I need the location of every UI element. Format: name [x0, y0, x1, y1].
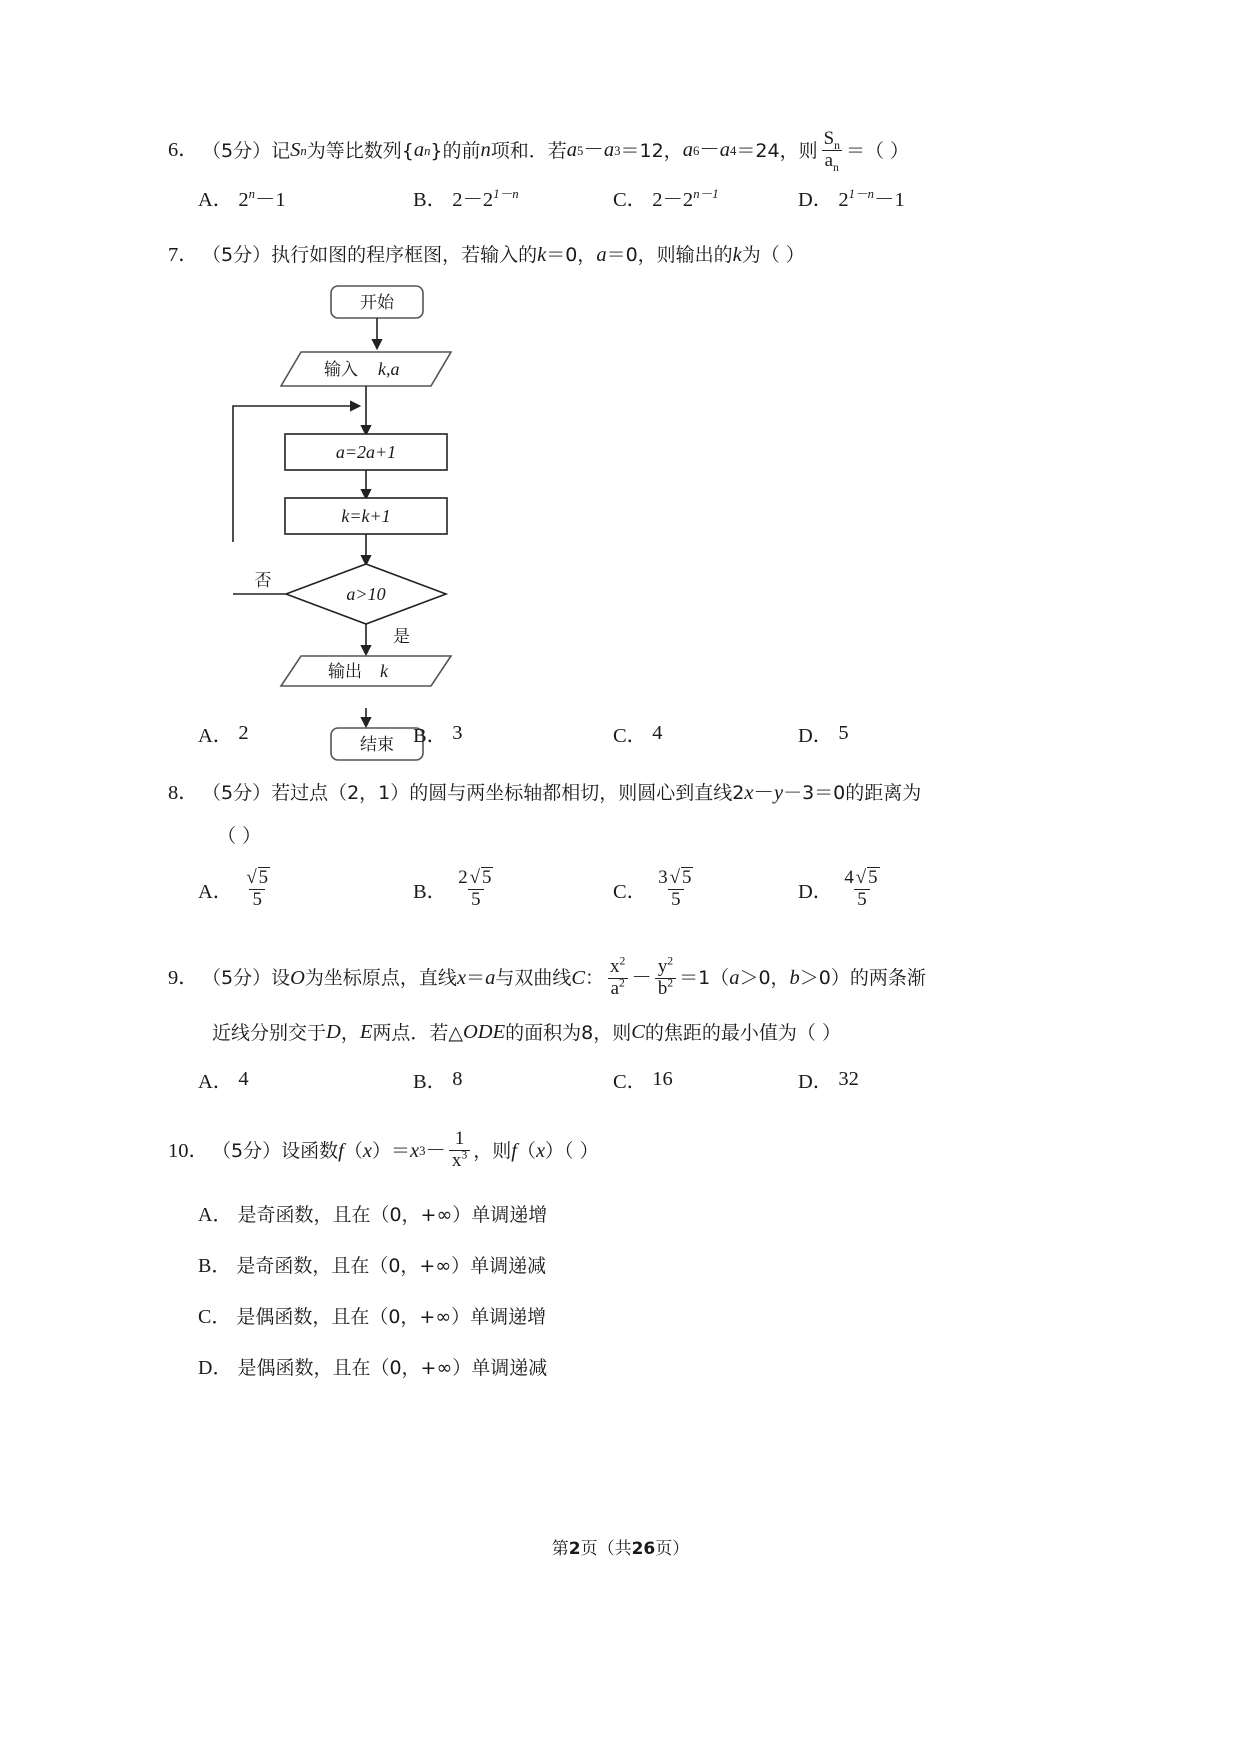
question-10-option-c[interactable]	[198, 1300, 1078, 1329]
q10-symbol-x3: x	[535, 1139, 546, 1162]
option-label: B．	[413, 1071, 448, 1094]
option-label: A．	[198, 1071, 234, 1094]
q9-symbol-E: E	[359, 1021, 373, 1044]
question-10-number: 10．	[168, 1139, 209, 1162]
q6-text-4: 项和．若	[490, 139, 567, 162]
question-10-options	[198, 1198, 1078, 1380]
q7-symbol-a: a	[596, 243, 607, 266]
q9-comma: ，	[340, 1021, 360, 1044]
q6-frac-numerator: $S_n$	[823, 128, 840, 152]
option-label: C．	[613, 881, 648, 904]
question-6-points: （5分）	[202, 139, 272, 162]
q9-text-8: 两点．若△	[372, 1021, 463, 1044]
q6-symbol-n3: n	[480, 139, 491, 162]
q6-symbol-a4: a	[719, 139, 731, 162]
questions-container	[168, 130, 1078, 1402]
sqrt-icon: √ 5	[246, 866, 269, 888]
q10-text-2: ）＝	[371, 1139, 410, 1162]
option-value: 是奇函数，且在（0，+∞）单调递减	[236, 1254, 547, 1277]
question-6-option-b[interactable]	[413, 182, 519, 212]
flowchart-start-label: 开始	[360, 293, 394, 314]
question-9-option-d[interactable]	[798, 1064, 859, 1094]
flowchart-output-label: 输出	[328, 662, 362, 683]
q6-text-1: 记	[271, 139, 291, 162]
page-footer	[0, 1534, 1241, 1559]
q8-symbol-y: y	[773, 782, 784, 805]
q10-symbol-x: x	[362, 1139, 372, 1162]
question-7-stem	[168, 240, 1078, 271]
question-7-option-b[interactable]	[413, 718, 462, 748]
q7-text-2: 为（ ）	[741, 243, 805, 266]
option-value: $2^{1-n}-1$	[838, 186, 905, 211]
option-label: D．	[798, 1071, 834, 1094]
option-label: B．	[413, 725, 448, 748]
flowchart-branch-yes-label: 是	[393, 627, 410, 648]
q9-fraction-y2-b2: $\frac{y^2}{b^2}$	[655, 957, 676, 999]
option-value: 5	[838, 721, 849, 744]
q9-text-3: 与双曲线	[495, 967, 572, 990]
question-8-stem-line2	[168, 821, 1078, 852]
option-label: A．	[198, 188, 234, 211]
flowchart-process2-label: k=k+1	[341, 506, 391, 527]
question-10-stem: 10． （5分） 设函数 f （ x ）＝ x 3 － $\frac{1}{x^3}$ ，则 f （ x ）（ ）	[168, 1128, 599, 1171]
question-6-options	[198, 182, 1078, 212]
option-value: 是偶函数，且在（0，+∞）单调递减	[237, 1356, 548, 1379]
option-label: B．	[198, 1254, 232, 1277]
q7-eq-2: ＝0，则输出的	[606, 243, 733, 266]
q6-frac-denominator: $a_n$	[822, 150, 842, 171]
question-8-option-c[interactable]	[613, 868, 699, 911]
flowchart-process1-label: a=2a+1	[335, 442, 397, 463]
q10-symbol-f2: f	[511, 1139, 517, 1162]
question-10	[168, 1130, 1078, 1380]
q6-fraction-Sn-an	[821, 128, 843, 174]
option-value: 2	[238, 721, 249, 744]
flowchart-decision-label: a>10	[346, 584, 386, 605]
q10-text-3: ，则	[473, 1139, 512, 1162]
flowchart-output-var: k	[380, 661, 388, 682]
option-value: 4	[652, 721, 663, 744]
question-7-option-a[interactable]	[198, 718, 249, 748]
q9-symbol-agt: a	[729, 967, 740, 990]
q6-eq-2: ＝24，	[736, 139, 799, 162]
q9-symbol-C2: C	[631, 1021, 645, 1044]
question-9-option-a[interactable]	[198, 1064, 249, 1094]
question-7-option-d[interactable]	[798, 718, 849, 748]
option-value: 8	[452, 1067, 463, 1090]
footer-prefix: 第	[551, 1539, 569, 1559]
option-value: $2-2^{1-n}$	[452, 186, 519, 211]
q8-minus-1: －	[753, 782, 774, 805]
question-7-points: （5分）	[202, 243, 272, 266]
flowchart-branch-no-label: 否	[254, 571, 272, 592]
q6-minus-1: －	[583, 139, 604, 162]
footer-middle: 页（共	[580, 1539, 632, 1559]
q9-symbol-D: D	[326, 1021, 341, 1044]
option-value: 是奇函数，且在（0，+∞）单调递增	[237, 1203, 548, 1226]
question-8	[168, 778, 1078, 924]
question-10-points: （5分）	[212, 1139, 282, 1162]
q7-symbol-k2: k	[732, 243, 742, 266]
question-10-option-a[interactable]	[198, 1198, 1078, 1227]
q8-symbol-x: x	[744, 782, 754, 805]
option-value: $\frac{3 √ 5}{5}$	[658, 866, 692, 910]
q8-text-2: －3＝0的距离为	[783, 782, 922, 805]
option-label: C．	[198, 1305, 232, 1328]
flowchart-input-shape	[281, 352, 451, 386]
q9-text-2: 为坐标原点，直线	[304, 967, 457, 990]
question-9-number: 9．	[168, 967, 199, 990]
question-8-option-d[interactable]	[798, 868, 886, 911]
q9-minus: －	[631, 967, 652, 990]
q9-symbol-x: x	[456, 967, 467, 990]
option-label: B．	[413, 188, 448, 211]
q6-symbol-a6: a	[682, 139, 693, 162]
q9-text-9: 的面积为8，则	[505, 1021, 632, 1044]
q9-symbol-ODE: ODE	[463, 1021, 506, 1044]
q9-text-6: ＞0）的两条渐	[799, 967, 926, 990]
flowchart-output-shape	[281, 656, 451, 686]
option-label: A．	[198, 1203, 233, 1226]
q10-minus: －	[425, 1139, 446, 1162]
q10-symbol-f: f	[338, 1139, 344, 1162]
question-8-stem-line1	[168, 778, 1078, 809]
question-9	[168, 954, 1078, 1094]
q9-text-5: ＞0，	[739, 967, 790, 990]
option-value: $\frac{2 √ 5}{5}$	[458, 866, 492, 910]
option-label: A．	[198, 725, 234, 748]
option-label: C．	[613, 188, 648, 211]
q6-text-2: 为等比数列{	[306, 139, 414, 162]
q9-eq-1: ＝	[466, 967, 486, 990]
q6-text-3: }的前	[430, 139, 481, 162]
q6-symbol-a: a	[413, 139, 425, 162]
option-value: 32	[838, 1067, 859, 1090]
flowchart-input-label: 输入	[324, 360, 358, 381]
q8-text-1: 若过点（2，1）的圆与两坐标轴都相切，则圆心到直线2	[271, 782, 745, 805]
option-label: D．	[798, 881, 834, 904]
footer-suffix: 页）	[655, 1539, 690, 1559]
option-label: A．	[198, 881, 234, 904]
option-value: $\frac{4 √ 5}{5}$	[844, 866, 878, 910]
question-9-options	[198, 1064, 1078, 1094]
flowchart-end-label: 结束	[360, 735, 394, 756]
option-label: D．	[198, 1356, 233, 1379]
question-6-number: 6．	[168, 139, 199, 162]
question-6-option-c[interactable]	[613, 182, 719, 212]
question-8-points: （5分）	[202, 782, 272, 805]
q6-symbol-S: S	[290, 139, 301, 162]
question-6-option-d[interactable]	[798, 182, 905, 212]
q9-text-1: 设	[271, 967, 291, 990]
q6-eq-1: ＝12，	[620, 139, 683, 162]
q10-symbol-x2: x	[409, 1139, 420, 1162]
question-8-number: 8．	[168, 782, 199, 805]
question-6-option-a[interactable]	[198, 182, 286, 212]
sqrt-icon: √ 5	[855, 866, 878, 888]
option-label: C．	[613, 725, 648, 748]
option-value: 3	[452, 721, 463, 744]
option-value: $\frac{√ 5}{5}$	[246, 866, 269, 910]
question-8-option-a[interactable]	[198, 868, 276, 911]
q10-text-1: 设函数	[281, 1139, 339, 1162]
question-6	[168, 130, 1078, 212]
program-flowchart	[223, 282, 683, 756]
question-9-option-c[interactable]	[613, 1064, 673, 1094]
option-label: C．	[613, 1071, 648, 1094]
option-value: 是偶函数，且在（0，+∞）单调递增	[236, 1305, 547, 1328]
q8-answer-blank: （ ）	[217, 825, 262, 848]
question-7-option-c[interactable]	[613, 718, 662, 748]
question-6-stem: 6． （5分） 记 S n 为等比数列{ a n }的前 n 项和．若 a 5 － a 3 ＝12， a 6 － a 4 ＝24， 则 $\frac{S_n}{a_n}$ ＝（ ）	[168, 128, 909, 174]
q10-text-4: ）（ ）	[545, 1139, 599, 1162]
q9-fraction-x2-a2: $\frac{x^2}{a^2}$	[607, 957, 628, 999]
option-value: $2-2^{n-1}$	[652, 186, 719, 211]
option-value: 16	[652, 1067, 673, 1090]
option-label: D．	[798, 188, 834, 211]
option-label: D．	[798, 725, 834, 748]
question-7-number: 7．	[168, 243, 199, 266]
sqrt-icon: √ 5	[469, 866, 492, 888]
question-8-options	[198, 868, 1078, 924]
question-7	[168, 240, 1078, 756]
sqrt-icon: √ 5	[669, 866, 692, 888]
q9-text-4: ＝1（	[679, 967, 730, 990]
q7-symbol-k: k	[537, 243, 547, 266]
footer-total-pages: 26	[631, 1539, 656, 1559]
q6-text-6: ＝（ ）	[845, 139, 909, 162]
q9-symbol-O: O	[290, 967, 305, 990]
option-value: $2^n-1$	[238, 186, 286, 211]
q10-fraction-1-x3: $\frac{1}{x^3}$	[449, 1129, 470, 1171]
question-8-option-b[interactable]	[413, 868, 499, 911]
q6-text-5: 则	[798, 139, 818, 162]
footer-page-number: 2	[568, 1539, 581, 1559]
flowchart-input-vars: k,a	[378, 359, 400, 380]
question-10-option-d[interactable]	[198, 1351, 1078, 1380]
question-9-points: （5分）	[202, 967, 272, 990]
q7-eq-1: ＝0，	[546, 243, 597, 266]
question-7-options	[198, 718, 1078, 748]
q6-symbol-a5: a	[566, 139, 578, 162]
question-9-option-b[interactable]	[413, 1064, 462, 1094]
question-9-stem-line1	[168, 954, 1078, 1000]
q10-paren-1: （	[343, 1139, 363, 1162]
q9-text-7: 近线分别交于	[212, 1021, 327, 1044]
q6-symbol-a3: a	[603, 139, 615, 162]
q9-text-10: 的焦距的最小值为（ ）	[644, 1021, 841, 1044]
q9-symbol-a: a	[485, 967, 496, 990]
question-9-stem-line2	[168, 1017, 1078, 1048]
q7-text-1: 执行如图的程序框图，若输入的	[271, 243, 538, 266]
q9-colon: ：	[585, 967, 605, 990]
option-label: B．	[413, 881, 448, 904]
q6-minus-2: －	[699, 139, 720, 162]
q10-paren-2: （	[516, 1139, 536, 1162]
q9-symbol-bgt: b	[789, 967, 800, 990]
question-10-option-b[interactable]	[198, 1249, 1078, 1278]
option-value: 4	[238, 1067, 249, 1090]
q9-symbol-C: C	[571, 967, 586, 990]
